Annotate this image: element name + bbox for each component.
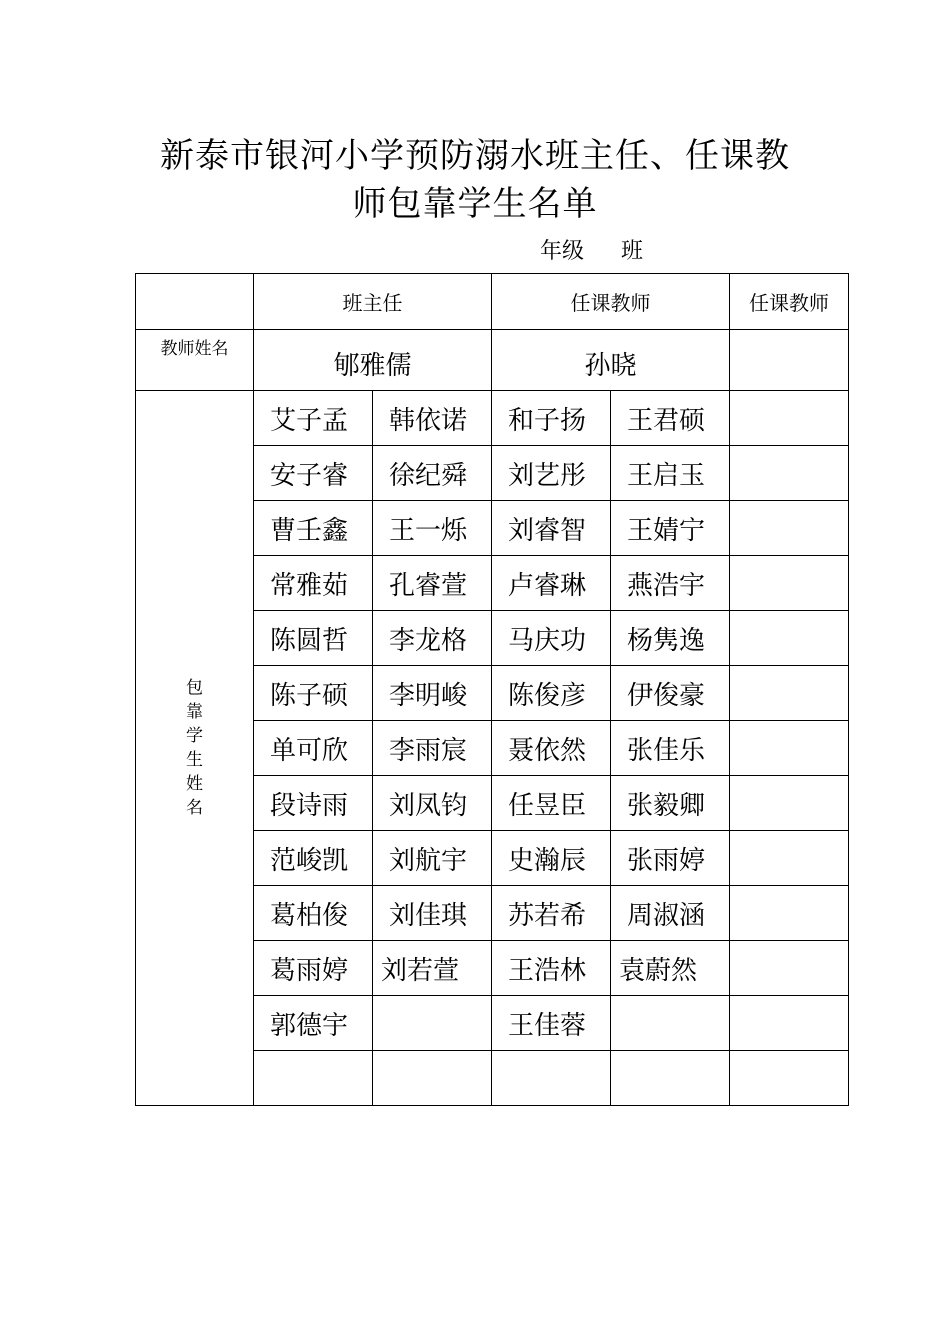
student-name-cell bbox=[730, 611, 849, 666]
student-name-cell bbox=[730, 501, 849, 556]
subject-teacher-2-name bbox=[730, 330, 849, 391]
student-name-cell: 周淑涵 bbox=[611, 886, 730, 941]
student-name-cell: 王启玉 bbox=[611, 446, 730, 501]
student-name-cell: 伊俊豪 bbox=[611, 666, 730, 721]
student-name-cell: 葛柏俊 bbox=[254, 886, 373, 941]
student-row bbox=[136, 391, 849, 446]
student-name-cell: 刘航宇 bbox=[373, 831, 492, 886]
document-title-line-2: 师包靠学生名单 bbox=[352, 184, 598, 224]
student-name-cell bbox=[730, 556, 849, 611]
student-label-char: 靠 bbox=[186, 702, 203, 722]
student-name-cell bbox=[730, 1051, 849, 1106]
student-label-char: 名 bbox=[186, 798, 203, 818]
student-name-cell: 陈子硕 bbox=[254, 666, 373, 721]
student-name-cell bbox=[730, 446, 849, 501]
student-name-cell bbox=[492, 1051, 611, 1106]
student-name-cell: 王浩林 bbox=[492, 941, 611, 996]
student-name-cell: 王君硕 bbox=[611, 391, 730, 446]
student-name-cell: 刘凤钧 bbox=[373, 776, 492, 831]
student-name-cell: 李明峻 bbox=[373, 666, 492, 721]
grade-class-line bbox=[540, 234, 643, 265]
student-name-cell bbox=[730, 721, 849, 776]
student-name-cell bbox=[373, 1051, 492, 1106]
student-name-cell bbox=[730, 941, 849, 996]
student-label-char: 学 bbox=[186, 726, 203, 746]
student-name-cell: 杨隽逸 bbox=[611, 611, 730, 666]
student-name-cell: 韩依诺 bbox=[373, 391, 492, 446]
student-name-cell: 和子扬 bbox=[492, 391, 611, 446]
header-subject-teacher-1: 任课教师 bbox=[492, 274, 730, 330]
document-title-line-1: 新泰市银河小学预防溺水班主任、任课教 bbox=[160, 136, 790, 176]
student-name-cell: 马庆功 bbox=[492, 611, 611, 666]
homeroom-teacher-name: 郇雅儒 bbox=[254, 330, 492, 391]
student-label-char: 姓 bbox=[186, 774, 203, 794]
student-label-char: 生 bbox=[186, 750, 203, 770]
student-name-cell: 史瀚辰 bbox=[492, 831, 611, 886]
student-name-cell: 徐纪舜 bbox=[373, 446, 492, 501]
student-name-cell bbox=[730, 391, 849, 446]
student-name-cell bbox=[730, 996, 849, 1051]
student-name-cell: 张佳乐 bbox=[611, 721, 730, 776]
student-name-cell: 安子睿 bbox=[254, 446, 373, 501]
student-name-cell: 卢睿琳 bbox=[492, 556, 611, 611]
student-names-label bbox=[136, 391, 254, 1106]
header-row bbox=[136, 274, 849, 330]
student-name-cell: 王一烁 bbox=[373, 501, 492, 556]
teacher-name-row bbox=[136, 330, 849, 391]
student-name-cell: 刘若萱 bbox=[373, 941, 492, 996]
student-name-cell bbox=[730, 886, 849, 941]
student-name-cell: 刘睿智 bbox=[492, 501, 611, 556]
student-name-cell: 苏若希 bbox=[492, 886, 611, 941]
student-name-cell: 李雨宸 bbox=[373, 721, 492, 776]
student-name-cell: 单可欣 bbox=[254, 721, 373, 776]
student-name-cell: 葛雨婷 bbox=[254, 941, 373, 996]
student-label-char: 包 bbox=[186, 678, 203, 698]
student-name-cell: 曹壬鑫 bbox=[254, 501, 373, 556]
student-name-cell: 范峻凯 bbox=[254, 831, 373, 886]
corner-cell bbox=[136, 274, 254, 330]
student-name-cell: 陈俊彦 bbox=[492, 666, 611, 721]
student-name-cell: 郭德宇 bbox=[254, 996, 373, 1051]
student-name-cell bbox=[254, 1051, 373, 1106]
student-name-cell: 常雅茹 bbox=[254, 556, 373, 611]
student-name-cell: 聂依然 bbox=[492, 721, 611, 776]
student-name-cell: 刘艺彤 bbox=[492, 446, 611, 501]
teacher-name-label: 教师姓名 bbox=[136, 330, 254, 391]
student-name-cell: 段诗雨 bbox=[254, 776, 373, 831]
roster-table bbox=[135, 273, 849, 1106]
student-name-cell bbox=[373, 996, 492, 1051]
class-label: 班 bbox=[621, 239, 644, 264]
student-name-cell: 张雨婷 bbox=[611, 831, 730, 886]
student-name-cell bbox=[611, 996, 730, 1051]
grade-label: 年级 bbox=[540, 239, 585, 264]
header-homeroom-teacher: 班主任 bbox=[254, 274, 492, 330]
student-name-cell: 燕浩宇 bbox=[611, 556, 730, 611]
student-name-cell: 孔睿萱 bbox=[373, 556, 492, 611]
student-name-cell: 袁蔚然 bbox=[611, 941, 730, 996]
student-name-cell: 任昱臣 bbox=[492, 776, 611, 831]
student-name-cell bbox=[611, 1051, 730, 1106]
student-name-cell bbox=[730, 776, 849, 831]
student-name-cell: 艾子孟 bbox=[254, 391, 373, 446]
student-name-cell: 王婧宁 bbox=[611, 501, 730, 556]
student-name-cell bbox=[730, 666, 849, 721]
subject-teacher-1-name: 孙晓 bbox=[492, 330, 730, 391]
student-name-cell: 李龙格 bbox=[373, 611, 492, 666]
student-name-cell: 王佳蓉 bbox=[492, 996, 611, 1051]
student-name-cell: 张毅卿 bbox=[611, 776, 730, 831]
student-name-cell bbox=[730, 831, 849, 886]
student-name-cell: 刘佳琪 bbox=[373, 886, 492, 941]
header-subject-teacher-2: 任课教师 bbox=[730, 274, 849, 330]
student-name-cell: 陈圆哲 bbox=[254, 611, 373, 666]
